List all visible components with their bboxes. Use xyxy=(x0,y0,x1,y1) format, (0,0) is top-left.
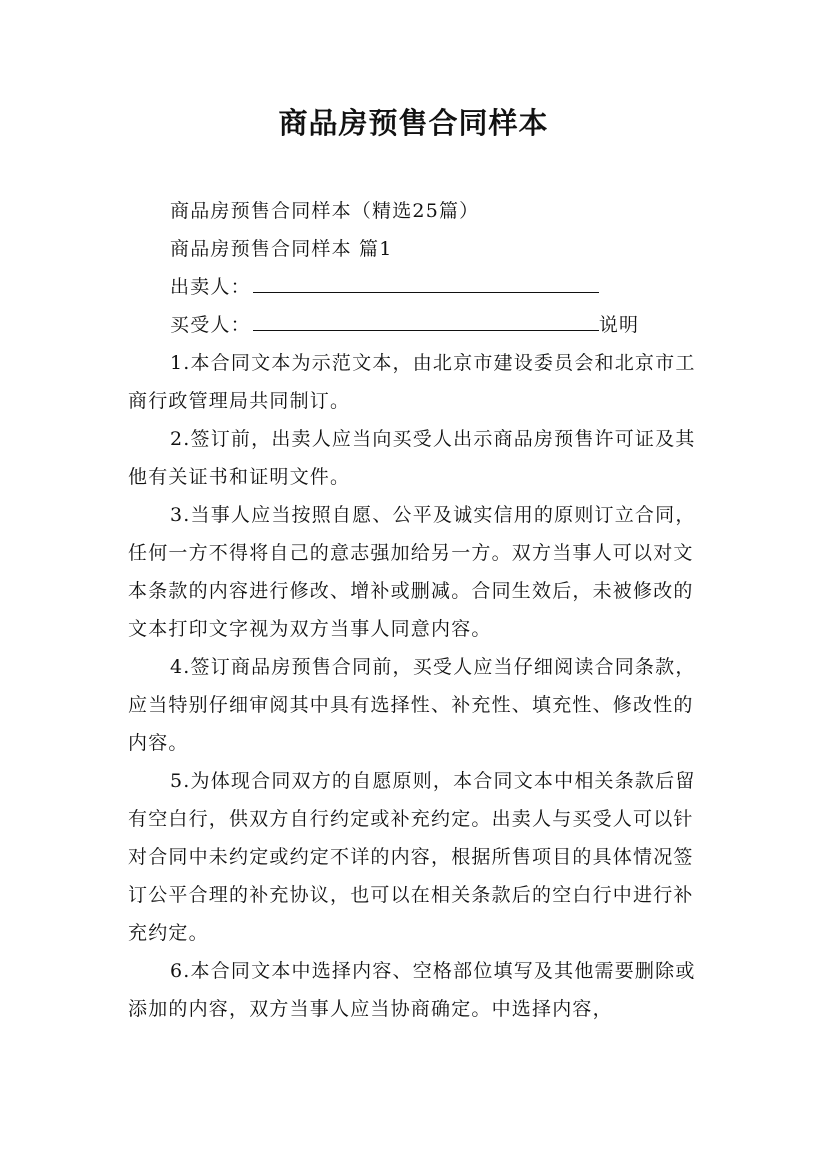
buyer-blank xyxy=(253,329,599,331)
paragraph-3: 3.当事人应当按照自愿、公平及诚实信用的原则订立合同，任何一方不得将自己的意志强加给另一方。双方当事人可以对文本条款的内容进行修改、增补或删减。合同生效后，未被修改的文本打印文字视为双方当事人同意内容。 xyxy=(128,504,696,640)
document-title: 商品房预售合同样本 xyxy=(278,106,549,140)
paragraph-2: 2.签订前，出卖人应当向买受人出示商品房预售许可证及其他有关证书和证明文件。 xyxy=(128,428,696,488)
seller-line xyxy=(128,268,710,306)
document-body xyxy=(128,192,710,1028)
paragraph-4: 4.签订商品房预售合同前，买受人应当仔细阅读合同条款，应当特别仔细审阅其中具有选择性、补充性、填充性、修改性的内容。 xyxy=(128,656,696,754)
buyer-line xyxy=(128,306,710,344)
paragraph-6: 6.本合同文本中选择内容、空格部位填写及其他需要删除或添加的内容，双方当事人应当协商确定。中选择内容， xyxy=(128,960,696,1020)
section-heading: 商品房预售合同样本 篇1 xyxy=(170,238,393,260)
buyer-suffix: 说明 xyxy=(598,314,640,336)
buyer-label: 买受人： xyxy=(170,314,251,336)
intro-line: 商品房预售合同样本（精选25篇） xyxy=(170,200,480,222)
paragraph-1: 1.本合同文本为示范文本，由北京市建设委员会和北京市工商行政管理局共同制订。 xyxy=(128,352,696,412)
seller-label: 出卖人： xyxy=(170,276,251,298)
seller-blank xyxy=(253,291,599,293)
paragraph-5: 5.为体现合同双方的自愿原则，本合同文本中相关条款后留有空白行，供双方自行约定或补充约定。出卖人与买受人可以针对合同中未约定或约定不详的内容，根据所售项目的具体情况签订公平合理的补充协议，也可以在相关条款后的空白行中进行补充约定。 xyxy=(128,770,696,944)
